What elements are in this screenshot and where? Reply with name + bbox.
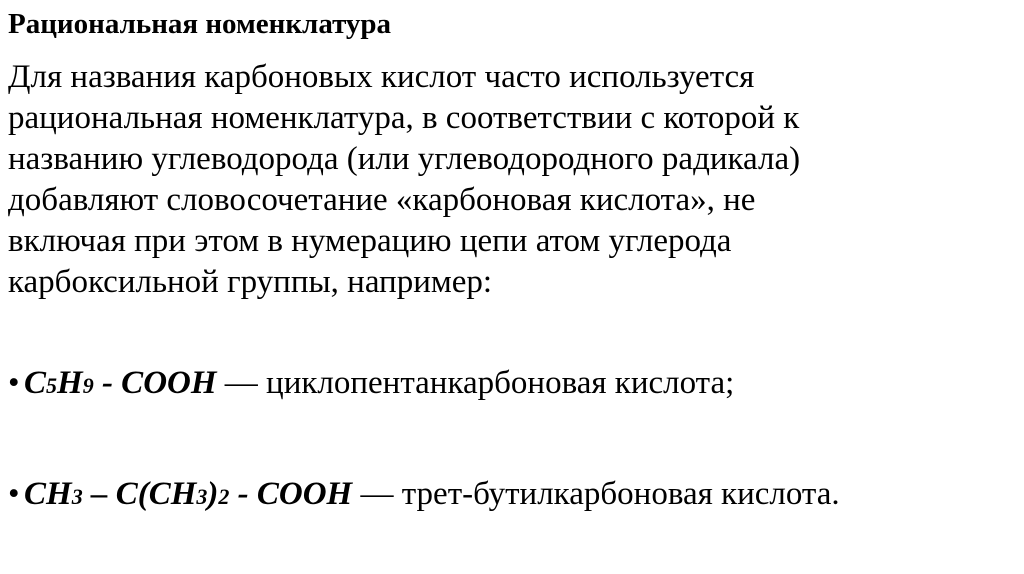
paragraph-line: карбоксильной группы, например: [8, 264, 493, 300]
slide [8, 0, 1016, 574]
compound-name: циклопентанкарбоновая кислота; [266, 365, 735, 401]
paragraph-line: включая при этом в нумерацию цепи атом углерода [8, 223, 732, 259]
chemical-formula: CH3 – C(CH3)2 - COOH [24, 476, 353, 512]
bullet-marker: • [8, 476, 20, 512]
bullet-marker: • [8, 365, 20, 401]
paragraph-line: названию углеводорода (или углеводородного радикала) [8, 141, 801, 177]
intro-paragraph [8, 57, 1008, 303]
chemical-formula: C5H9 - COOH [24, 365, 217, 401]
slide-title: Рациональная номенклатура [8, 8, 392, 40]
paragraph-line: рациональная номенклатура, в соответствии с которой к [8, 100, 800, 136]
compound-name: трет-бутилкарбоновая кислота. [401, 476, 840, 512]
paragraph-line: Для названия карбоновых кислот часто используется [8, 59, 755, 95]
bullet-item-tert-butyl [8, 474, 840, 517]
em-dash: — [352, 476, 402, 512]
em-dash: — [216, 365, 267, 401]
paragraph-line: добавляют словосочетание «карбоновая кислота», не [8, 182, 756, 218]
bullet-item-cyclopentane [8, 363, 734, 406]
